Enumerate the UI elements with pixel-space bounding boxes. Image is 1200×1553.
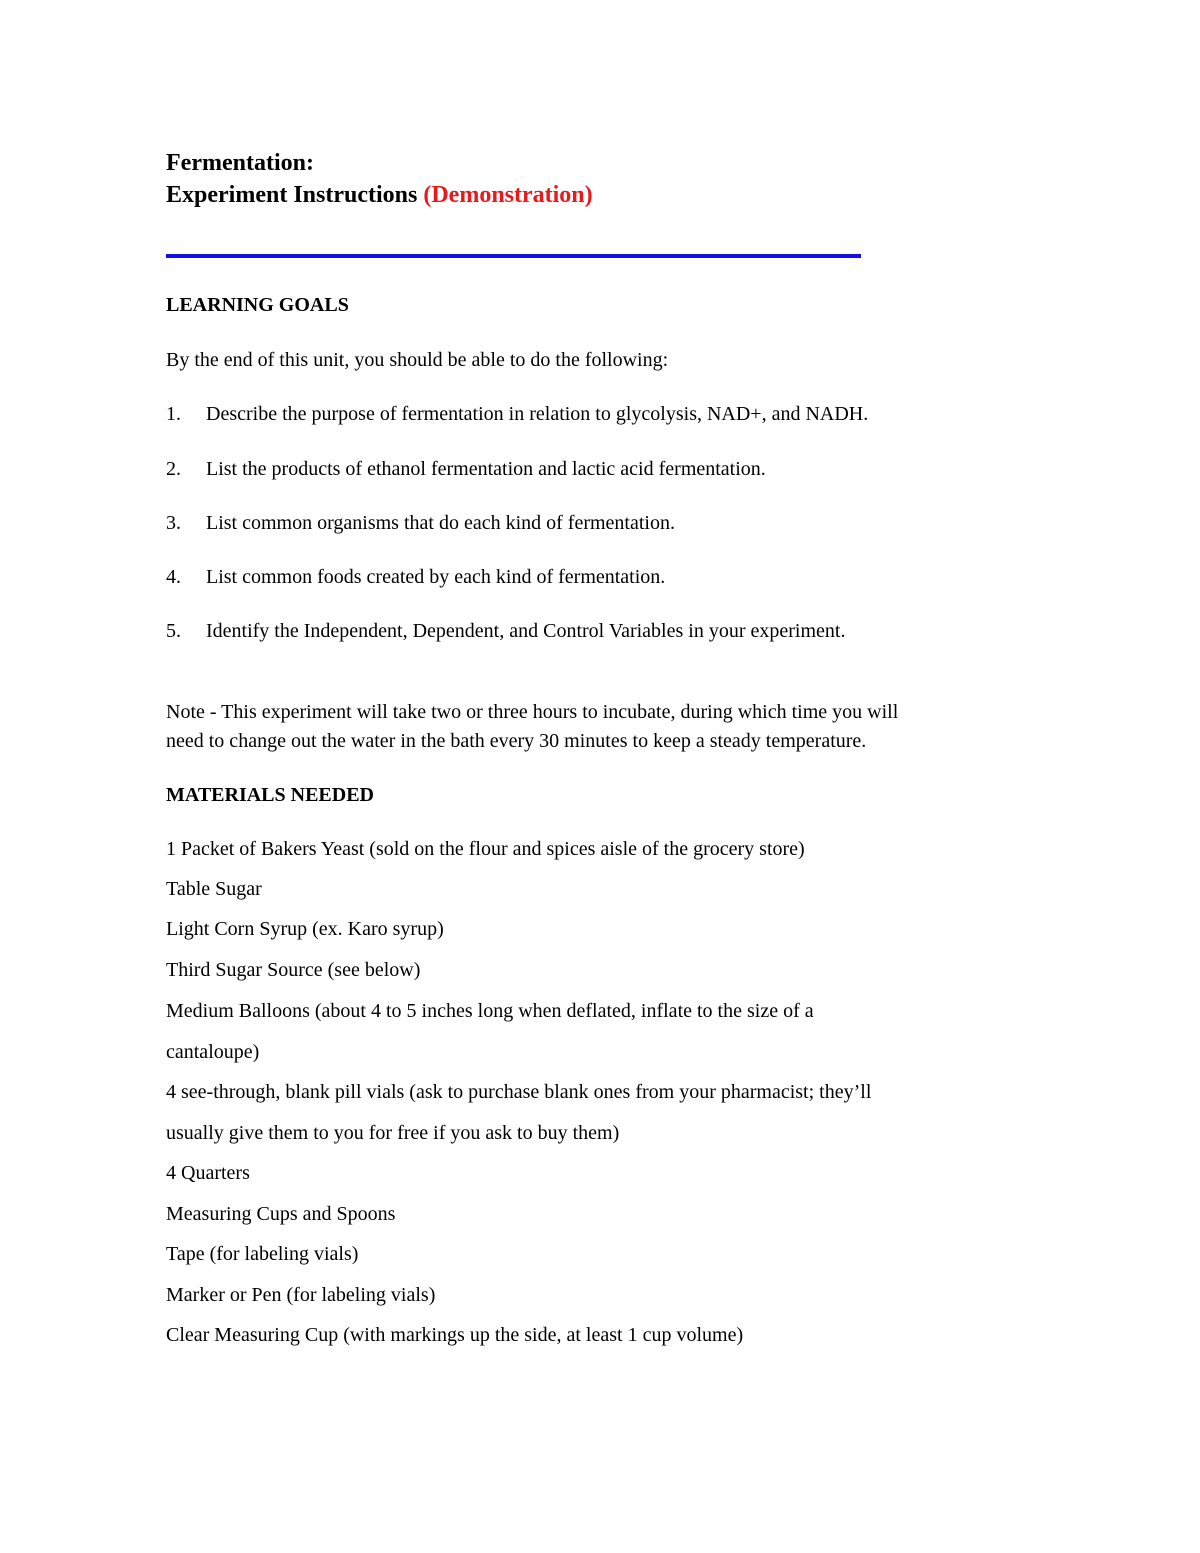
material-line: Table Sugar xyxy=(166,878,262,900)
learning-goal-item xyxy=(166,564,665,590)
learning-goal-item xyxy=(166,510,675,536)
document-subtitle xyxy=(166,180,593,210)
note-line: Note - This experiment will take two or three hours to incubate, during which time you will xyxy=(166,701,899,723)
title-divider xyxy=(166,254,861,258)
note-line: need to change out the water in the bath every 30 minutes to keep a steady temperature. xyxy=(166,730,867,752)
material-line: Medium Balloons (about 4 to 5 inches long when deflated, inflate to the size of a xyxy=(166,1000,814,1022)
material-line: cantaloupe) xyxy=(166,1041,260,1063)
learning-goals-intro: By the end of this unit, you should be able to do the following: xyxy=(166,349,669,371)
material-line: usually give them to you for free if you ask to buy them) xyxy=(166,1122,620,1144)
list-text: List the products of ethanol fermentation and lactic acid fermentation. xyxy=(206,458,766,480)
learning-goal-item xyxy=(166,401,868,427)
list-text: Identify the Independent, Dependent, and Control Variables in your experiment. xyxy=(206,620,846,642)
subtitle-highlight: (Demonstration) xyxy=(423,182,593,208)
list-text: Describe the purpose of fermentation in relation to glycolysis, NAD+, and NADH. xyxy=(206,403,869,425)
learning-goals-heading: LEARNING GOALS xyxy=(166,294,349,316)
material-line: Third Sugar Source (see below) xyxy=(166,959,421,981)
material-line: Marker or Pen (for labeling vials) xyxy=(166,1284,436,1306)
list-text: List common organisms that do each kind of fermentation. xyxy=(206,512,675,534)
material-line: 1 Packet of Bakers Yeast (sold on the flour and spices aisle of the grocery store) xyxy=(166,838,805,860)
material-line: Light Corn Syrup (ex. Karo syrup) xyxy=(166,918,444,940)
material-line: 4 see-through, blank pill vials (ask to purchase blank ones from your pharmacist; they’ll xyxy=(166,1081,872,1103)
subtitle-main: Experiment Instructions xyxy=(166,182,418,208)
material-line: Clear Measuring Cup (with markings up the side, at least 1 cup volume) xyxy=(166,1324,744,1346)
list-number: 1. xyxy=(166,403,181,425)
material-line: 4 Quarters xyxy=(166,1162,250,1184)
list-number: 2. xyxy=(166,458,181,480)
document-title: Fermentation: xyxy=(166,150,314,176)
list-number: 4. xyxy=(166,566,181,588)
material-line: Measuring Cups and Spoons xyxy=(166,1203,396,1225)
learning-goal-item xyxy=(166,618,845,644)
materials-heading: MATERIALS NEEDED xyxy=(166,784,374,806)
list-number: 5. xyxy=(166,620,181,642)
list-number: 3. xyxy=(166,512,181,534)
learning-goal-item xyxy=(166,456,766,482)
material-line: Tape (for labeling vials) xyxy=(166,1243,359,1265)
list-text: List common foods created by each kind of fermentation. xyxy=(206,566,666,588)
